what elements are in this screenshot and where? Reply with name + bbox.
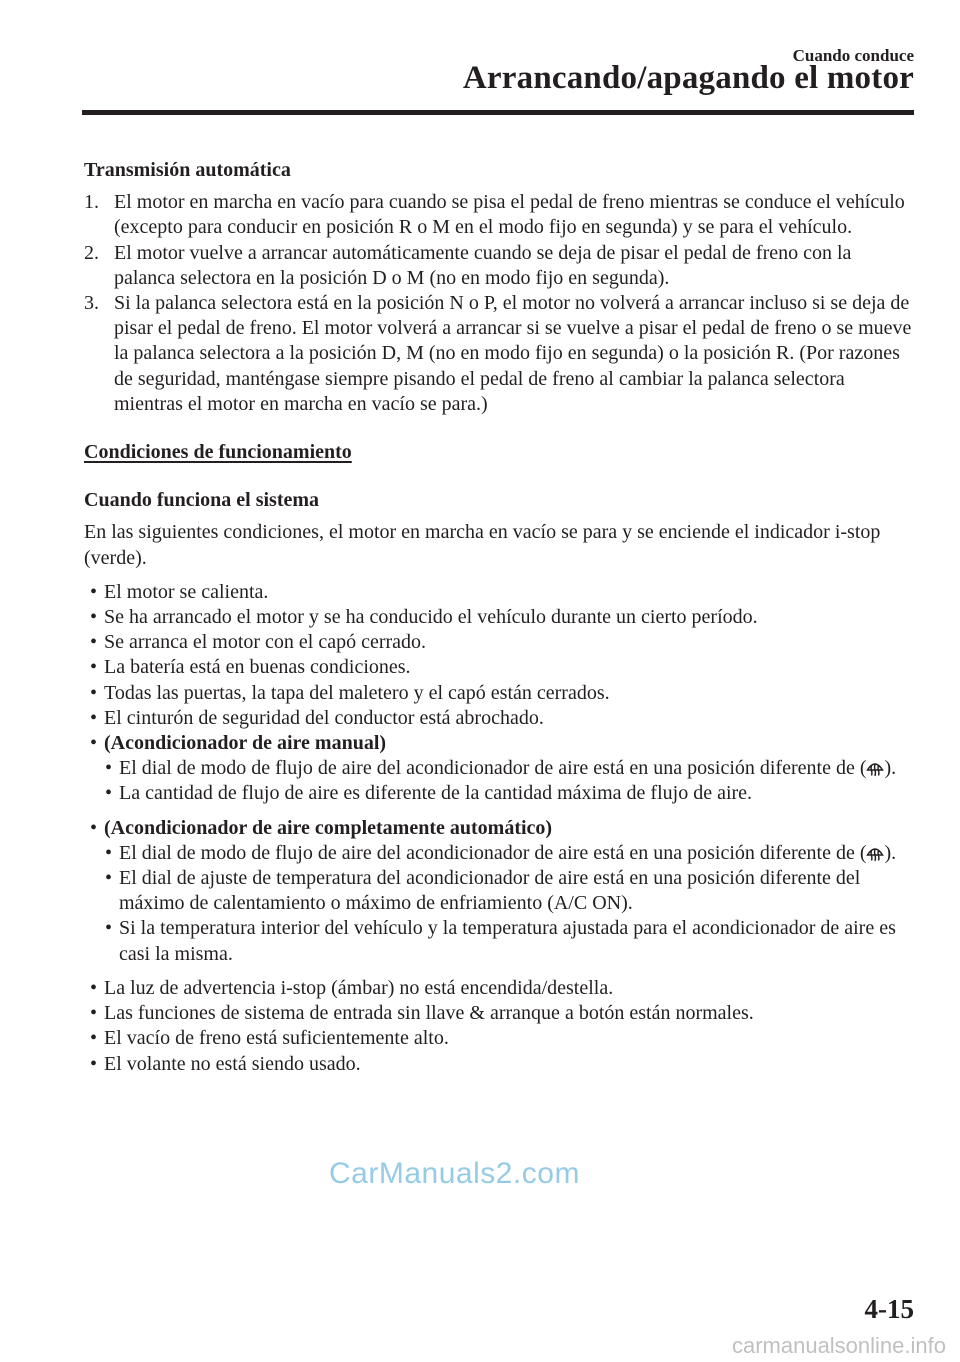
bullet-icon: • <box>105 867 113 890</box>
bullet-icon: • <box>90 1027 98 1050</box>
list-text: El dial de modo de flujo de aire del acondicionador de aire está en una posición diferente de ( <box>119 757 867 780</box>
windshield-defrost-icon <box>866 759 884 777</box>
header-rule <box>82 110 914 115</box>
list-text: El motor en marcha en vacío para cuando se pisa el pedal de freno mientras se conduce el vehículo (excepto para conducir en posición R o M en el modo fijo en segunda) y se para el vehículo. <box>114 191 905 239</box>
manual-ac-title: (Acondicionador de aire manual) <box>104 732 387 755</box>
list-text: El cinturón de seguridad del conductor está abrochado. <box>104 706 544 729</box>
auto-ac-title: (Acondicionador de aire completamente automático) <box>104 816 553 839</box>
sub-list-item <box>84 781 916 806</box>
list-number: 2. <box>84 241 99 264</box>
watermark-center: CarManuals2.com <box>329 1157 580 1190</box>
bullet-icon: • <box>90 732 98 755</box>
header-section-label: Cuando conduce <box>792 46 914 65</box>
section-heading: Transmisión automática <box>84 159 291 181</box>
bullet-icon: • <box>90 706 98 729</box>
list-text: El vacío de freno está suficientemente alto. <box>104 1027 449 1050</box>
windshield-defrost-icon <box>866 844 884 862</box>
sub-list-item <box>84 866 916 916</box>
bullet-icon: • <box>90 1002 98 1025</box>
list-text: Si la temperatura interior del vehículo y la temperatura ajustada para el acondicionador de aire es casi la misma. <box>119 917 896 965</box>
list-item <box>84 1052 916 1077</box>
list-item <box>84 681 916 706</box>
list-item <box>84 291 916 417</box>
sub-list-item <box>84 756 916 781</box>
bullet-icon: • <box>105 757 113 780</box>
list-item <box>84 706 916 731</box>
list-text: El motor se calienta. <box>104 580 269 603</box>
bullet-icon: • <box>90 681 98 704</box>
list-item <box>84 731 916 756</box>
list-text: El volante no está siendo usado. <box>104 1052 361 1075</box>
list-text: El motor vuelve a arrancar automáticamente cuando se deja de pisar el pedal de freno con la palanca selectora en la posición D o M (no en modo fijo en segunda). <box>114 241 852 289</box>
list-text: Las funciones de sistema de entrada sin llave & arranque a botón están normales. <box>104 1002 754 1025</box>
bullet-icon: • <box>105 841 113 864</box>
list-item <box>84 630 916 655</box>
bullet-icon: • <box>90 656 98 679</box>
watermark-bottom: carmanualsonline.info <box>731 1333 946 1358</box>
conditions-subheading: Cuando funciona el sistema <box>84 489 320 512</box>
page-body <box>84 158 916 1077</box>
list-text: ). <box>884 757 897 780</box>
conditions-intro: En las siguientes condiciones, el motor en marcha en vacío se para y se enciende el indicador i-stop (verde). <box>84 521 881 569</box>
list-text: La luz de advertencia i-stop (ámbar) no está encendida/destella. <box>104 976 614 999</box>
bullet-icon: • <box>105 917 113 940</box>
sub-list-item <box>84 916 916 966</box>
page-title: Arrancando/apagando el motor <box>462 60 914 96</box>
bullet-icon: • <box>90 631 98 654</box>
list-text: El dial de ajuste de temperatura del acondicionador de aire está en una posición diferente del máximo de calentamiento o máximo de enfriamiento (A/C ON). <box>119 867 861 915</box>
list-number: 3. <box>84 292 99 315</box>
list-text: El dial de modo de flujo de aire del acondicionador de aire está en una posición diferente de ( <box>119 841 867 864</box>
conditions-heading: Condiciones de funcionamiento <box>84 441 352 464</box>
bullet-icon: • <box>90 816 98 839</box>
list-number: 1. <box>84 191 99 214</box>
list-item <box>84 1026 916 1051</box>
list-text: Si la palanca selectora está en la posición N o P, el motor no volverá a arrancar incluso si se deja de pisar el pedal de freno. El motor volverá a arrancar si se vuelve a pisar el pedal de freno o se mueve la palanca selectora a la posición D, M (no en modo fijo en segunda) o la posición R. (Por razones de seguridad, manténgase siempre pisando el pedal de freno al cambiar la palanca selectora mientras el motor en marcha en vacío se para.) <box>114 292 912 415</box>
list-item <box>84 190 916 240</box>
list-item <box>84 976 916 1001</box>
sub-list-item <box>84 841 916 866</box>
bullet-icon: • <box>90 606 98 629</box>
list-item <box>84 1001 916 1026</box>
list-text: La cantidad de flujo de aire es diferente de la cantidad máxima de flujo de aire. <box>119 782 753 805</box>
list-text: Se ha arrancado el motor y se ha conducido el vehículo durante un cierto período. <box>104 606 758 629</box>
bullet-icon: • <box>90 1052 98 1075</box>
list-item <box>84 655 916 680</box>
page-number: 4-15 <box>864 1294 914 1324</box>
bullet-icon: • <box>90 580 98 603</box>
list-item <box>84 816 916 841</box>
bullet-icon: • <box>90 976 98 999</box>
list-text: Todas las puertas, la tapa del maletero y el capó están cerrados. <box>104 681 610 704</box>
list-text: La batería está en buenas condiciones. <box>104 656 411 679</box>
bullet-icon: • <box>105 782 113 805</box>
list-text: Se arranca el motor con el capó cerrado. <box>104 631 427 654</box>
list-item <box>84 605 916 630</box>
list-text: ). <box>884 841 897 864</box>
list-item <box>84 580 916 605</box>
numbered-list <box>84 190 916 417</box>
list-item <box>84 241 916 291</box>
